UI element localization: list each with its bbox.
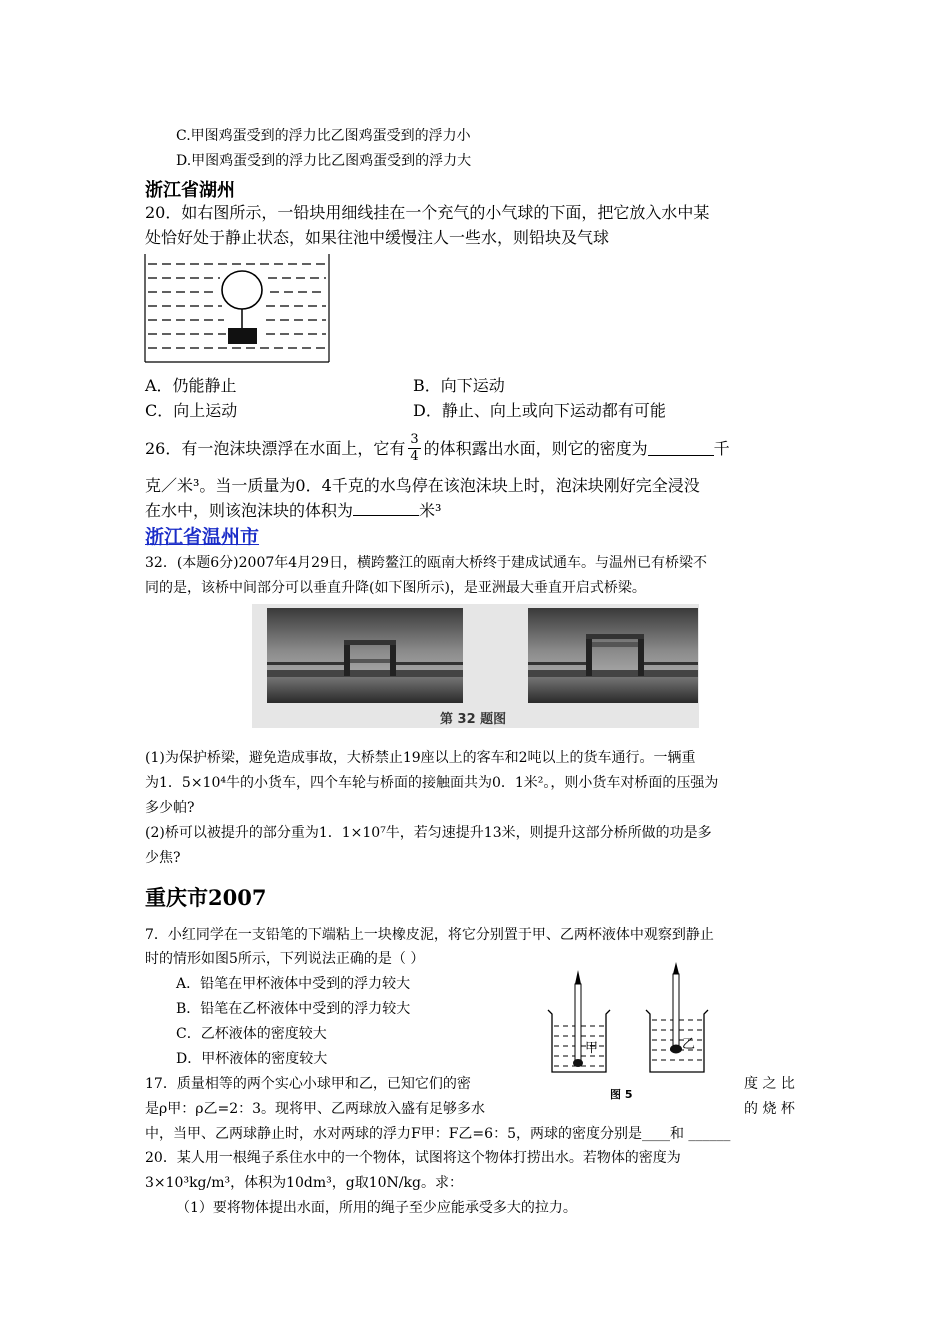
q17-line3: 中，当甲、乙两球静止时，水对两球的浮力F甲：F乙=6：5，两球的密度分别是____和 ______: [145, 1126, 731, 1142]
density-answer-blank[interactable]: [648, 441, 714, 456]
bridge-photos-figure: [252, 604, 699, 728]
lead-block-shape: [228, 328, 257, 344]
q7-line2: 时的情形如图5所示，下列说法正确的是（ ）: [145, 951, 425, 967]
part1-line2: 为1．5×10⁴牛的小货车，四个车轮与桥面的接触面共为0．1米²。，则小货车对桥面的压强为: [145, 775, 719, 791]
balloon-lead-figure: [142, 250, 332, 366]
figure-5-caption: 图 5: [610, 1088, 633, 1101]
q26-suffix: 的体积露出水面，则它的密度为: [423, 438, 648, 458]
q20-cq-line1: 20．某人用一根绳子系住水中的一个物体，试图将这个物体打捞出水。若物体的密度为: [145, 1150, 681, 1166]
q32-line2: 同的是，该桥中间部分可以垂直升降(如下图所示)，是亚洲最大垂直开启式桥梁。: [145, 580, 646, 596]
q32-line1: 32．(本题6分)2007年4月29日，横跨鳌江的瓯南大桥终于建成试通车。与温州已有桥梁不: [145, 555, 707, 571]
fraction-numerator: 3: [410, 432, 419, 447]
q26-line1: [145, 432, 730, 465]
q20-line2: 处恰好处于静止状态，如果往池中缓慢注人一些水，则铅块及气球: [145, 228, 610, 247]
beaker-yi: [646, 962, 708, 1072]
balloon-shape: [222, 271, 262, 309]
label-jia: 甲: [585, 1041, 599, 1056]
q17-line1-left: 17．质量相等的两个实心小球甲和乙，已知它们的密: [145, 1076, 471, 1092]
q26-unit1: 千: [713, 438, 730, 458]
option-d-text: D.甲图鸡蛋受到的浮力比乙图鸡蛋受到的浮力大: [176, 153, 472, 169]
part2-line2: 少焦?: [145, 850, 181, 866]
q20-cq-sub1: （1）要将物体提出水面，所用的绳子至少应能承受多大的拉力。: [176, 1200, 577, 1216]
part2-line1: (2)桥可以被提升的部分重为1．1×10⁷牛，若匀速提升13米，则提升这部分桥所做的功是多: [145, 825, 712, 841]
section-heading-huzhou: 浙江省湖州: [145, 180, 235, 201]
q20-cq-line2: 3×10³kg/m³，体积为10dm³，g取10N/kg。求：: [145, 1175, 463, 1191]
option-c-text: C.甲图鸡蛋受到的浮力比乙图鸡蛋受到的浮力小: [176, 128, 471, 144]
bridge-photo-left: [267, 608, 463, 703]
fraction-denominator: 4: [410, 449, 419, 464]
part1-line3: 多少帕?: [145, 800, 195, 816]
q7-option-a: A．铅笔在甲杯液体中受到的浮力较大: [176, 976, 411, 992]
section-heading-wenzhou[interactable]: 浙江省温州市: [145, 526, 260, 548]
q20-line1: 20．如右图所示，一铅块用细线挂在一个充气的小气球的下面，把它放入水中某: [145, 203, 710, 222]
q26-line3: [145, 498, 441, 524]
beaker-jia: [548, 970, 610, 1072]
section-heading-chongqing: 重庆市2007: [145, 885, 267, 910]
q17-line2-left: 是ρ甲：ρ乙=2：3。现将甲、乙两球放入盛有足够多水: [145, 1101, 486, 1117]
three-quarters-fraction: [408, 432, 420, 465]
q17-line2-right: 的 烧 杯: [744, 1101, 795, 1117]
label-yi: 乙: [682, 1037, 696, 1052]
volume-answer-blank[interactable]: [353, 501, 419, 516]
q26-line3-text: 在水中，则该泡沫块的体积为: [145, 501, 354, 520]
part1-line1: (1)为保护桥梁，避免造成事故，大桥禁止19座以上的客车和2吨以上的货车通行。一辆重: [145, 750, 696, 766]
figure-32-caption: 第 32 题图: [440, 712, 507, 727]
q7-line1: 7．小红同学在一支铅笔的下端粘上一块橡皮泥，将它分别置于甲、乙两杯液体中观察到静止: [145, 927, 714, 943]
q7-option-c: C．乙杯液体的密度较大: [176, 1026, 327, 1042]
huzhou-option-c: C．向上运动: [145, 401, 238, 420]
q17-line1-right: 度 之 比: [744, 1076, 795, 1092]
q26-line2: 克／米³。当一质量为0．4千克的水鸟停在该泡沫块上时，泡沫块刚好完全浸没: [145, 476, 700, 495]
huzhou-option-d: D．静止、向上或向下运动都有可能: [413, 401, 666, 420]
q7-option-d: D．甲杯液体的密度较大: [176, 1051, 328, 1067]
q26-prefix: 26．有一泡沫块漂浮在水面上，它有: [145, 438, 406, 458]
bridge-photo-right: [528, 608, 698, 703]
figure-5-beakers: [540, 962, 730, 1104]
q26-unit2: 米³: [419, 501, 442, 520]
q7-option-b: B．铅笔在乙杯液体中受到的浮力较大: [176, 1001, 411, 1017]
huzhou-option-b: B．向下运动: [413, 376, 505, 395]
huzhou-option-a: A．仍能静止: [145, 376, 237, 395]
